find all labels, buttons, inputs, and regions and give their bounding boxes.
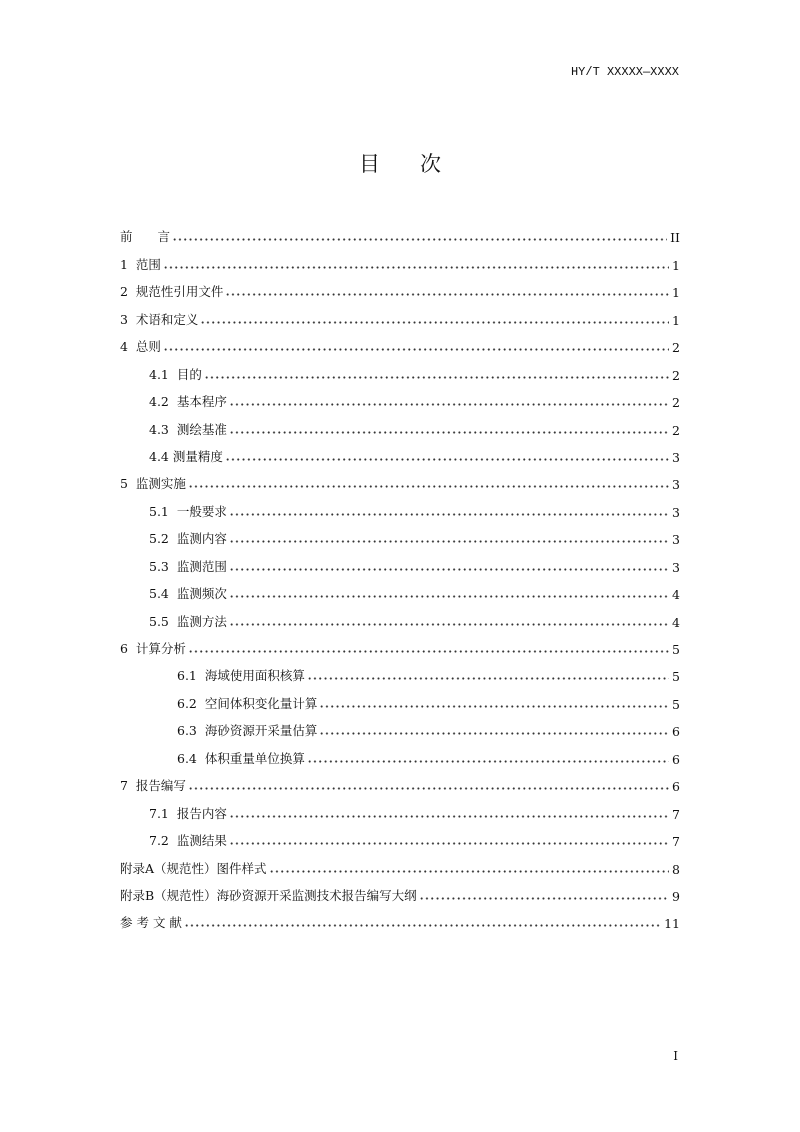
dot-leader bbox=[229, 595, 669, 598]
toc-entry[interactable] bbox=[120, 877, 680, 904]
toc-entry-label: 前 言 bbox=[120, 229, 171, 245]
toc-entry-label: 6.2 空间体积变化量计算 bbox=[177, 695, 318, 711]
toc-entry[interactable] bbox=[120, 657, 680, 684]
dot-leader bbox=[319, 705, 669, 708]
toc-entry[interactable] bbox=[120, 849, 680, 876]
toc-entry[interactable] bbox=[120, 602, 680, 629]
toc-entry-label: 4.3 测绘基准 bbox=[149, 421, 227, 437]
toc-entry-label: 1 范围 bbox=[120, 256, 161, 272]
toc-entry[interactable] bbox=[120, 822, 680, 849]
dot-leader bbox=[269, 870, 670, 873]
dot-leader bbox=[163, 348, 669, 351]
toc-entry-page: 3 bbox=[672, 477, 680, 493]
toc-entry-page: 2 bbox=[672, 395, 680, 411]
toc-entry-page: 2 bbox=[672, 367, 680, 383]
toc-entry-page: 4 bbox=[672, 587, 680, 603]
toc-entry[interactable] bbox=[120, 547, 680, 574]
toc-entry-page: 6 bbox=[672, 724, 680, 740]
dot-leader bbox=[229, 842, 669, 845]
toc-entry[interactable] bbox=[120, 410, 680, 437]
toc-entry[interactable] bbox=[120, 739, 680, 766]
toc-entry-label: 5.5 监测方法 bbox=[149, 613, 227, 629]
toc-entry[interactable] bbox=[120, 492, 680, 519]
dot-leader bbox=[200, 321, 669, 324]
toc-entry-label: 6 计算分析 bbox=[120, 641, 186, 656]
table-of-contents bbox=[120, 218, 680, 931]
toc-entry-page: 9 bbox=[672, 888, 680, 904]
toc-entry-page: 1 bbox=[672, 312, 680, 328]
document-code-header: HY/T XXXXX—XXXX bbox=[570, 65, 679, 79]
toc-entry-page: 5 bbox=[672, 669, 680, 685]
toc-entry-label: 6.3 海砂资源开采量估算 bbox=[177, 723, 318, 739]
toc-entry-page: 1 bbox=[672, 285, 680, 301]
toc-entry-page: 11 bbox=[664, 916, 680, 932]
dot-leader bbox=[225, 458, 669, 461]
toc-entry[interactable] bbox=[120, 712, 680, 739]
dot-leader bbox=[229, 623, 669, 626]
dot-leader bbox=[204, 376, 669, 379]
dot-leader bbox=[229, 431, 669, 434]
dot-leader bbox=[188, 787, 669, 790]
toc-entry-label: 附录B（规范性）海砂资源开采监测技术报告编写大纲 bbox=[120, 887, 417, 903]
toc-entry-page: 3 bbox=[672, 504, 680, 520]
dot-leader bbox=[229, 568, 669, 571]
toc-entry-label: 7.2 监测结果 bbox=[149, 833, 227, 849]
toc-entry-page: 1 bbox=[672, 257, 680, 273]
toc-entry-page: 4 bbox=[672, 614, 680, 630]
toc-entry-page: 6 bbox=[672, 751, 680, 767]
dot-leader bbox=[172, 238, 667, 241]
toc-entry-label: 5 监测实施 bbox=[120, 476, 186, 492]
dot-leader bbox=[229, 815, 669, 818]
toc-entry-page: 7 bbox=[672, 806, 680, 822]
dot-leader bbox=[188, 485, 669, 488]
toc-entry-label: 7.1 报告内容 bbox=[149, 805, 227, 821]
dot-leader bbox=[229, 540, 669, 543]
toc-entry-label: 5.1 一般要求 bbox=[149, 503, 227, 519]
toc-entry[interactable] bbox=[120, 904, 680, 931]
toc-entry-page: 2 bbox=[672, 340, 680, 356]
toc-entry-page: 8 bbox=[672, 861, 680, 877]
toc-entry-label: 4.4 测量精度 bbox=[149, 448, 223, 464]
dot-leader bbox=[229, 513, 669, 516]
toc-entry[interactable] bbox=[120, 630, 680, 657]
toc-entry-label: 3 术语和定义 bbox=[120, 311, 199, 327]
dot-leader bbox=[229, 403, 669, 406]
toc-entry[interactable] bbox=[120, 520, 680, 547]
toc-entry-page: 3 bbox=[672, 449, 680, 465]
dot-leader bbox=[307, 677, 669, 680]
toc-entry[interactable] bbox=[120, 767, 680, 794]
toc-entry-page: 3 bbox=[672, 532, 680, 548]
toc-entry[interactable] bbox=[120, 300, 680, 327]
toc-entry-label: 4.1 目的 bbox=[149, 366, 202, 382]
toc-entry[interactable] bbox=[120, 245, 680, 272]
toc-entry-label: 6.1 海域使用面积核算 bbox=[177, 668, 305, 684]
page-number: I bbox=[673, 1049, 678, 1063]
dot-leader bbox=[319, 732, 669, 735]
toc-entry-label: 5.4 监测频次 bbox=[149, 586, 227, 602]
toc-entry-page: 5 bbox=[672, 642, 680, 657]
toc-entry[interactable] bbox=[120, 438, 680, 465]
dot-leader bbox=[184, 924, 661, 927]
toc-entry-page: 3 bbox=[672, 559, 680, 575]
toc-entry-label: 参 考 文 献 bbox=[120, 915, 182, 931]
toc-entry[interactable] bbox=[120, 273, 680, 300]
dot-leader bbox=[163, 266, 669, 269]
toc-entry-label: 2 规范性引用文件 bbox=[120, 284, 224, 300]
dot-leader bbox=[225, 293, 669, 296]
dot-leader bbox=[419, 897, 669, 900]
toc-entry-page: 2 bbox=[672, 422, 680, 438]
toc-entry[interactable] bbox=[120, 218, 680, 245]
toc-entry[interactable] bbox=[120, 794, 680, 821]
dot-leader bbox=[307, 760, 669, 763]
toc-entry[interactable] bbox=[120, 465, 680, 492]
page-title: 目次 bbox=[359, 152, 481, 176]
toc-entry-page: 5 bbox=[672, 696, 680, 712]
dot-leader bbox=[188, 650, 669, 653]
toc-entry-label: 5.2 监测内容 bbox=[149, 531, 227, 547]
toc-entry-page: 7 bbox=[672, 834, 680, 850]
toc-entry-label: 6.4 体积重量单位换算 bbox=[177, 750, 305, 766]
toc-entry-label: 附录A（规范性）图件样式 bbox=[120, 860, 267, 876]
toc-entry-page: 6 bbox=[672, 779, 680, 795]
toc-entry[interactable] bbox=[120, 355, 680, 382]
toc-entry[interactable] bbox=[120, 575, 680, 602]
toc-entry-label: 4 总则 bbox=[120, 339, 161, 355]
toc-entry-label: 7 报告编写 bbox=[120, 778, 186, 794]
toc-entry-page: II bbox=[670, 230, 680, 246]
toc-entry[interactable] bbox=[120, 328, 680, 355]
toc-entry-label: 4.2 基本程序 bbox=[149, 394, 227, 410]
toc-entry[interactable] bbox=[120, 684, 680, 711]
toc-entry-label: 5.3 监测范围 bbox=[149, 558, 227, 574]
toc-entry[interactable] bbox=[120, 383, 680, 410]
